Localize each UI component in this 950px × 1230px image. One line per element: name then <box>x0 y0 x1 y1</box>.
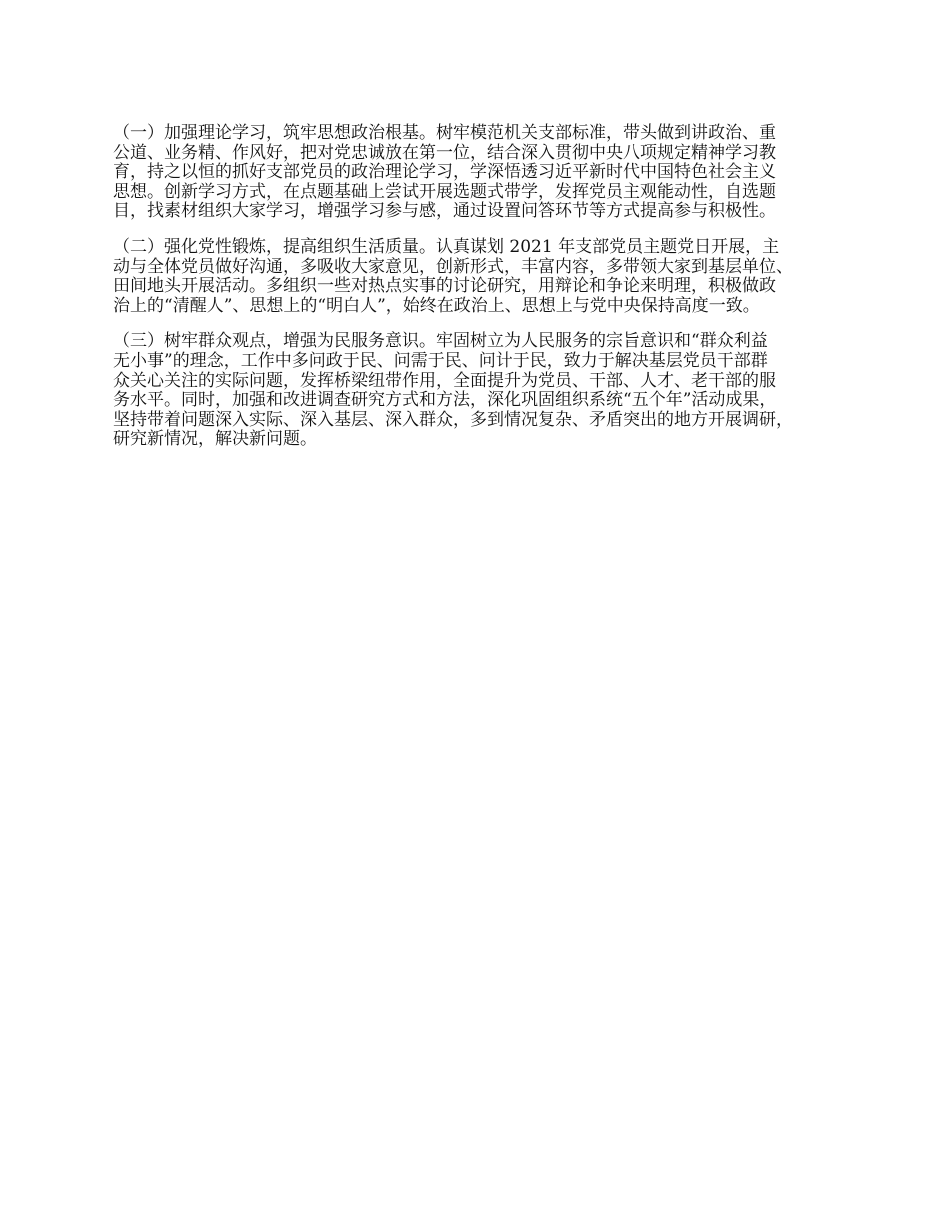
paragraph-line: 坚持带着问题深入实际、深入基层、深入群众，多到情况复杂、矛盾突出的地方开展调研， <box>113 409 793 430</box>
paragraph-line: 育，持之以恒的抓好支部党员的政治理论学习，学深悟透习近平新时代中国特色社会主义 <box>113 162 776 183</box>
paragraph-theory-study <box>113 124 858 222</box>
paragraph-line: （二）强化党性锻炼，提高组织生活质量。认真谋划 2021 年支部党员主题党日开展，主 <box>113 236 780 257</box>
paragraph-line: （一）加强理论学习，筑牢思想政治根基。树牢模范机关支部标准，带头做到讲政治、重 <box>113 123 776 143</box>
paragraph-line: 研究新情况，解决新问题。 <box>113 429 317 450</box>
paragraph-line: （三）树牢群众观点，增强为民服务意识。牢固树立为人民服务的宗旨意识和“群众利益 <box>113 331 768 352</box>
paragraph-party-spirit <box>113 238 858 316</box>
paragraph-line: 公道、业务精、作风好，把对党忠诚放在第一位，结合深入贯彻中央八项规定精神学习教 <box>113 142 776 163</box>
paragraph-line: 无小事”的理念，工作中多问政于民、问需于民、问计于民，致力于解决基层党员干部群 <box>113 350 768 371</box>
paragraph-line: 治上的“清醒人”、思想上的“明白人”，始终在政治上、思想上与党中央保持高度一致。 <box>113 295 760 316</box>
paragraph-line: 务水平。同时，加强和改进调查研究方式和方法，深化巩固组织系统“五个年”活动成果， <box>113 390 777 411</box>
paragraph-mass-viewpoint <box>113 332 858 450</box>
paragraph-line: 目，找素材组织大家学习，增强学习参与感，通过设置问答环节等方式提高参与积极性。 <box>113 201 776 222</box>
paragraph-line: 田间地头开展活动。多组织一些对热点实事的讨论研究，用辩论和争论来明理，积极做政 <box>113 276 776 297</box>
paragraph-line: 思想。创新学习方式，在点题基础上尝试开展选题式带学，发挥党员主观能动性，自选题 <box>113 181 776 202</box>
paragraph-line: 众关心关注的实际问题，发挥桥梁纽带作用，全面提升为党员、干部、人才、老干部的服 <box>113 370 776 391</box>
document-body <box>113 124 858 466</box>
paragraph-line: 动与全体党员做好沟通，多吸收大家意见，创新形式，丰富内容，多带领大家到基层单位、 <box>113 256 793 277</box>
